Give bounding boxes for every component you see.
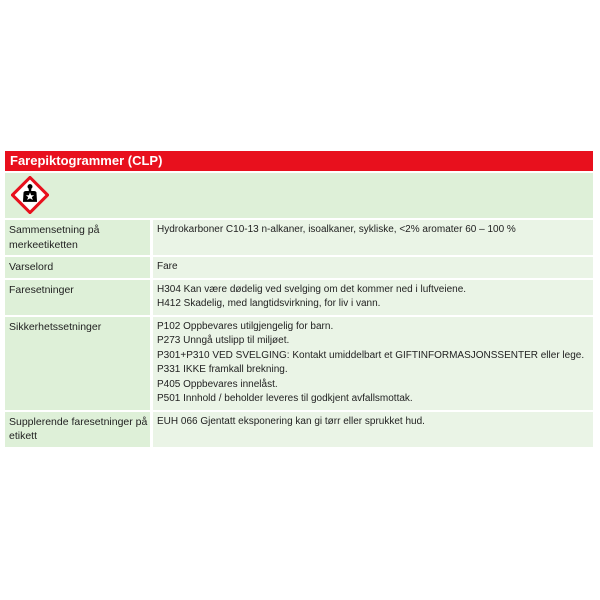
value-line: Hydrokarboner C10-13 n-alkaner, isoalkaner, sykliske, <2% aromater 60 – 100 % [157, 224, 516, 235]
value-line: EUH 066 Gjentatt eksponering kan gi tørr eller sprukket hud. [157, 415, 425, 427]
row-value [153, 280, 593, 315]
value-line: P301+P310 VED SVELGING: Kontakt umiddelbart et GIFTINFORMASJONSSENTER eller lege. [157, 349, 585, 361]
value-line: H304 Kan være dødelig ved svelging om det kommer ned i luftveiene. [157, 283, 467, 295]
row-value [153, 220, 593, 255]
table-row [5, 257, 593, 280]
hazard-info-table [5, 151, 593, 447]
value-line: P102 Oppbevares utilgjengelig for barn. [157, 320, 334, 332]
value-line: P331 IKKE framkall brekning. [157, 364, 288, 375]
table-row [5, 317, 593, 412]
health-hazard-icon [11, 176, 49, 214]
row-label: Faresetninger [5, 280, 153, 315]
row-value [153, 257, 593, 278]
pictogram-row [5, 173, 593, 220]
row-label: Varselord [5, 257, 153, 278]
value-line: P273 Unngå utslipp til miljøet. [157, 335, 290, 346]
table-row [5, 412, 593, 447]
value-line: H412 Skadelig, med langtidsvirkning, for liv i vann. [157, 298, 381, 309]
table-row [5, 280, 593, 317]
row-value [153, 317, 593, 410]
table-row [5, 220, 593, 257]
value-line: Fare [157, 261, 178, 272]
row-value [153, 412, 593, 447]
value-line: P501 Innhold / beholder leveres til godkjent avfallsmottak. [157, 393, 413, 404]
value-line: P405 Oppbevares innelåst. [157, 378, 278, 390]
section-title: Farepiktogrammer (CLP) [5, 151, 593, 173]
row-label: Sikkerhetssetninger [5, 317, 153, 410]
row-label: Sammensetning på merkeetiketten [5, 220, 153, 255]
row-label: Supplerende faresetninger på etikett [5, 412, 153, 447]
